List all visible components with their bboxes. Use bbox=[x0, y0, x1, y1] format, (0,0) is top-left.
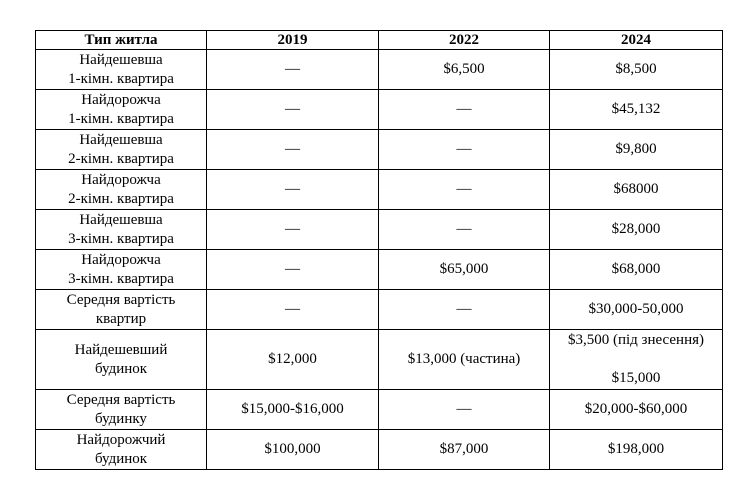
value-2019-cell: — bbox=[207, 170, 379, 210]
header-row bbox=[36, 31, 723, 50]
value-2024-cell: $20,000-$60,000 bbox=[550, 390, 723, 430]
value-2022-cell: — bbox=[379, 130, 550, 170]
value-2024-cell: $9,800 bbox=[550, 130, 723, 170]
housing-type-cell: Середня вартість будинку bbox=[36, 390, 207, 430]
value-2024-cell bbox=[550, 330, 723, 390]
value-2024-cell: $68000 bbox=[550, 170, 723, 210]
table-row bbox=[36, 390, 723, 430]
value-2022-cell: — bbox=[379, 170, 550, 210]
value-2022-cell: — bbox=[379, 390, 550, 430]
housing-price-table bbox=[35, 30, 723, 470]
header-housing-type: Тип житла bbox=[36, 31, 207, 50]
housing-type-cell: Найдешевша 1-кімн. квартира bbox=[36, 50, 207, 90]
value-2019-cell: — bbox=[207, 290, 379, 330]
value-2024-line-price: $15,000 bbox=[611, 370, 661, 386]
header-year-2024: 2024 bbox=[550, 31, 723, 50]
table-row bbox=[36, 330, 723, 390]
value-2022-cell: $13,000 (частина) bbox=[379, 330, 550, 390]
value-2024-cell: $45,132 bbox=[550, 90, 723, 130]
value-2024-cell: $28,000 bbox=[550, 210, 723, 250]
value-2019-cell: $100,000 bbox=[207, 430, 379, 470]
housing-type-cell: Середня вартість квартир bbox=[36, 290, 207, 330]
value-2019-cell: — bbox=[207, 50, 379, 90]
value-2024-cell: $68,000 bbox=[550, 250, 723, 290]
value-2022-cell: $65,000 bbox=[379, 250, 550, 290]
table-row bbox=[36, 430, 723, 470]
value-2024-multiline bbox=[552, 331, 720, 388]
header-year-2019: 2019 bbox=[207, 31, 379, 50]
value-2024-cell: $30,000-50,000 bbox=[550, 290, 723, 330]
housing-type-cell: Найдорожча 1-кімн. квартира bbox=[36, 90, 207, 130]
table-row bbox=[36, 210, 723, 250]
table-row bbox=[36, 50, 723, 90]
housing-type-cell: Найдорожча 3-кімн. квартира bbox=[36, 250, 207, 290]
housing-type-cell: Найдорожча 2-кімн. квартира bbox=[36, 170, 207, 210]
value-2024-line-demolition: $3,500 (під знесення) bbox=[567, 332, 704, 348]
value-2019-cell: — bbox=[207, 250, 379, 290]
value-2022-cell: — bbox=[379, 90, 550, 130]
value-2022-cell: $87,000 bbox=[379, 430, 550, 470]
table-row bbox=[36, 90, 723, 130]
table-row bbox=[36, 170, 723, 210]
housing-type-cell: Найдешевша 2-кімн. квартира bbox=[36, 130, 207, 170]
table-row bbox=[36, 290, 723, 330]
value-2024-cell: $198,000 bbox=[550, 430, 723, 470]
table-row bbox=[36, 250, 723, 290]
value-2022-cell: — bbox=[379, 290, 550, 330]
housing-type-cell: Найдешевший будинок bbox=[36, 330, 207, 390]
value-2019-cell: — bbox=[207, 130, 379, 170]
value-2019-cell: $15,000-$16,000 bbox=[207, 390, 379, 430]
table-row bbox=[36, 130, 723, 170]
value-2022-cell: $6,500 bbox=[379, 50, 550, 90]
header-year-2022: 2022 bbox=[379, 31, 550, 50]
housing-type-cell: Найдешевша 3-кімн. квартира bbox=[36, 210, 207, 250]
value-2022-cell: — bbox=[379, 210, 550, 250]
value-2019-cell: — bbox=[207, 90, 379, 130]
value-2019-cell: $12,000 bbox=[207, 330, 379, 390]
value-2019-cell: — bbox=[207, 210, 379, 250]
value-2024-cell: $8,500 bbox=[550, 50, 723, 90]
housing-type-cell: Найдорожчий будинок bbox=[36, 430, 207, 470]
